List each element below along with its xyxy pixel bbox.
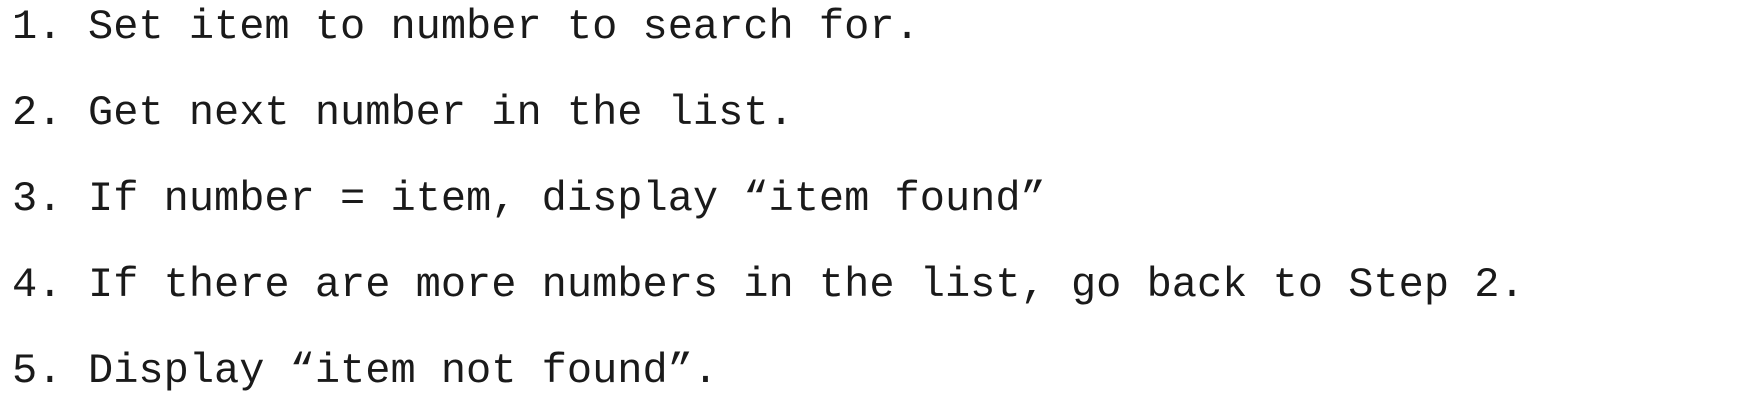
step-number: 5. xyxy=(12,347,63,395)
step-4 xyxy=(12,261,1525,309)
step-number: 3. xyxy=(12,175,63,223)
step-number: 4. xyxy=(12,261,63,309)
step-number: 1. xyxy=(12,3,63,51)
step-text: Display “item not found”. xyxy=(88,347,719,395)
step-text: If there are more numbers in the list, go back to Step 2. xyxy=(88,261,1525,309)
step-3 xyxy=(12,175,1046,223)
step-text: Get next number in the list. xyxy=(88,89,794,137)
step-number: 2. xyxy=(12,89,63,137)
step-text: Set item to number to search for. xyxy=(88,3,920,51)
step-text: If number = item, display “item found” xyxy=(88,175,1046,223)
step-1 xyxy=(12,3,920,51)
step-2 xyxy=(12,89,794,137)
step-5 xyxy=(12,347,719,395)
